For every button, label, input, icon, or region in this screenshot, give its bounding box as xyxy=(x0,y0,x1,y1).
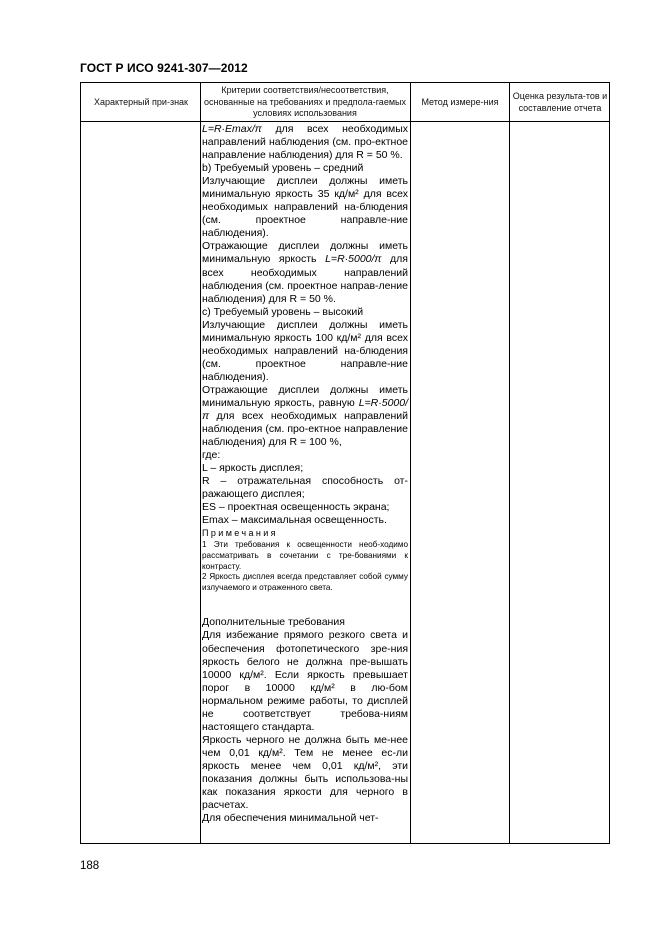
column-divider xyxy=(200,83,201,843)
text-span: Отражающие дисплеи должны иметь минимальную яркость xyxy=(202,240,408,266)
definition-emax: Emax – максимальная освещенность. xyxy=(202,514,387,527)
column-header-text: Оценка результа-тов и составление отчета xyxy=(512,91,608,113)
note-1: 1 Эти требования к освещенности необ-ходимо рассматривать в сочетании с тре-бованиями к контрасту. xyxy=(202,540,408,571)
formula-l-emax: L=R·Emax/π xyxy=(202,123,262,135)
column-header-criteria xyxy=(202,84,408,121)
requirements-table xyxy=(80,82,610,844)
formula-l-5000: L=R·5000/π xyxy=(202,396,409,423)
paragraph-continued: Для обеспечения минимальной чет- xyxy=(202,812,379,825)
definition-es: ES – проектная освещенность экрана; xyxy=(202,501,390,514)
formula-l-5000: L=R·5000/π xyxy=(325,253,382,266)
paragraph-low-level-reflective xyxy=(202,123,408,162)
note-2: 2 Яркость дисплея всегда представляет собой сумму излучаемого и отраженного света. xyxy=(202,572,408,592)
paragraph-white-luminance: Для избежание прямого резкого света и обеспечения фотопетического зре-ния яркость белого не должна пре-вышать 10000 кд/м². Если яркость превышает порог в 10000 кд/м² в лю-бом нормальном режиме работы, то дисплей не соответствует требова-ниям настоящего стандарта. xyxy=(202,629,408,733)
definition-r: R – отражательная способность от-ражающего дисплея; xyxy=(202,475,408,501)
where-label: где: xyxy=(202,449,221,462)
column-header-text: Характерный при-знак xyxy=(94,96,188,107)
column-header-text: Критерии соответствия/несоответствия, основанные на требованиях и предпола-гаемых условиях использования xyxy=(204,85,406,119)
criteria-cell xyxy=(202,123,408,825)
definition-l: L – яркость дисплея; xyxy=(202,462,304,475)
spacer xyxy=(202,593,408,616)
column-divider xyxy=(410,83,411,843)
paragraph-black-luminance: Яркость черного не должна быть ме-нее чем 0,01 кд/м². Тем не менее ес-ли яркость менее чем 0,01 кд/м², эти показания должны быть использова-ны как показания яркости для черного в расчетах. xyxy=(202,733,408,812)
paragraph-b-reflective xyxy=(202,240,408,305)
document-title: ГОСТ Р ИСО 9241-307—2012 xyxy=(80,61,248,75)
notes-heading: Примечания xyxy=(202,528,278,539)
additional-requirements-heading: Дополнительные требования xyxy=(202,616,345,629)
level-c-heading: c) Требуемый уровень – высокий xyxy=(202,305,364,318)
paragraph-b-emissive: Излучающие дисплеи должны иметь минимальную яркость 35 кд/м² для всех необходимых направлений на-блюдения (см. проектное направле-ние наблюдения). xyxy=(202,175,408,240)
column-header-evaluation xyxy=(511,84,609,121)
text-span: для всех необходимых направлений наблюдения (см. проектное направ-ление наблюдения) для R = 50 %. xyxy=(202,253,408,305)
page-number: 188 xyxy=(80,860,100,872)
text-span: для всех необходимых направлений наблюдения (см. про-ектное направление наблюдения) для R = 50 %. xyxy=(202,123,409,162)
text-span: для всех необходимых направлений наблюдения (см. про-ектное направление наблюдения) для R = 100 %, xyxy=(202,410,408,449)
column-divider xyxy=(509,83,510,843)
paragraph-c-reflective xyxy=(202,384,408,449)
level-b-heading: b) Требуемый уровень – средний xyxy=(202,162,364,175)
text-span: Отражающие дисплеи должны иметь минимальную яркость, равную xyxy=(202,383,408,409)
column-header-method xyxy=(419,84,501,121)
column-header-characteristic xyxy=(89,84,193,121)
paragraph-c-emissive: Излучающие дисплеи должны иметь минимальную яркость 100 кд/м² для всех необходимых направлений на-блюдения (см. проектное направле-ние наблюдения). xyxy=(202,318,408,383)
header-divider xyxy=(81,121,609,122)
column-header-text: Метод измере-ния xyxy=(421,96,499,107)
